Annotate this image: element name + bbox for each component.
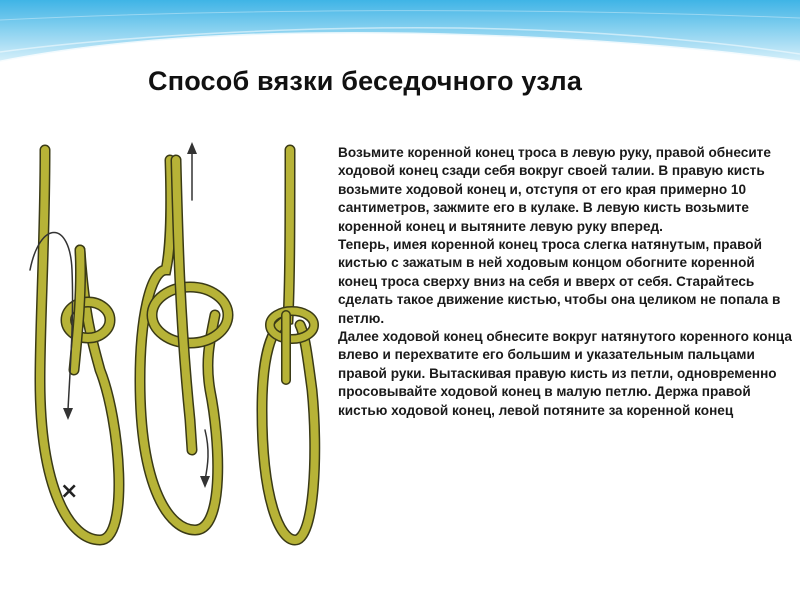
instruction-paragraph-3: Далее ходовой конец обнесите вокруг натянутого коренного конца влево и перехватите его большим и указательным пальцами правой руки. Вытаскивая правую кисть из петли, одновременно просовывайте ходовой конец в малую петлю. Держа правой кистью ходовой конец, левой потяните за коренной конец bbox=[338, 329, 792, 418]
arrow-down-2 bbox=[205, 430, 208, 480]
arrow-down-head-2 bbox=[200, 476, 210, 488]
bowline-knot-illustration bbox=[0, 120, 335, 590]
arrow-head-1 bbox=[63, 408, 73, 420]
instruction-text bbox=[338, 144, 793, 420]
knot-step-3 bbox=[262, 150, 315, 540]
instruction-paragraph-1: Возьмите коренной конец троса в левую руку, правой обнесите ходовой конец сзади себя вокруг своей талии. В правую кисть возьмите ходовой конец и, отступя от его края примерно 10 сантиметров, зажмите его в кулаке. В левую кисть возьмите коренной конец и вытяните левую руку вперед. bbox=[338, 145, 771, 234]
arrow-up-head-2 bbox=[187, 142, 197, 154]
cross-mark: × bbox=[60, 479, 79, 504]
knot-step-2 bbox=[140, 142, 228, 530]
instruction-paragraph-2: Теперь, имея коренной конец троса слегка натянутым, правой кистью с зажатым в ней ходовым концом обогните коренной конец троса сверху вниз на себя и вверх от себя. Старайтесь сделать такое движение кистью, чтобы она целиком не попала в петлю. bbox=[338, 237, 781, 326]
slide-title: Способ вязки беседочного узла bbox=[148, 66, 583, 96]
